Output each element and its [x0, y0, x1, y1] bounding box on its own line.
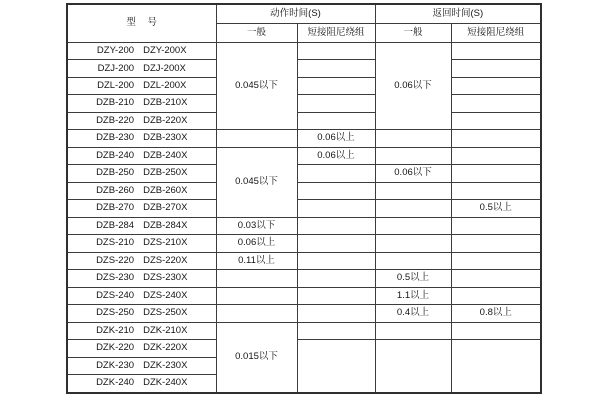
model-cell [67, 235, 216, 252]
model-name-base: DZK-240 [96, 377, 135, 389]
return-damping-value-cell [451, 130, 541, 147]
table-row [67, 217, 541, 234]
model-name-x-variant: DZK-220X [143, 342, 188, 354]
action-damping-value-cell [297, 252, 375, 269]
return-general-value-cell [375, 340, 451, 393]
return-general-value-cell [375, 252, 451, 269]
model-name-x-variant: DZK-230X [143, 359, 188, 371]
model-name-base: DZY-200 [96, 45, 135, 57]
table-row [67, 147, 541, 164]
model-name-x-variant: DZB-260X [143, 184, 188, 196]
model-name-x-variant: DZB-240X [143, 149, 188, 161]
table-row [67, 165, 541, 182]
model-name-x-variant: DZB-230X [143, 132, 188, 144]
model-name-x-variant: DZS-230X [143, 272, 188, 284]
action-general-value-cell [216, 287, 297, 304]
model-name-x-variant: DZB-210X [143, 97, 188, 109]
table-row [67, 112, 541, 129]
model-cell [67, 375, 216, 393]
action-general-value-cell: 0.045以下 [216, 147, 297, 217]
model-name-base: DZL-200 [97, 79, 135, 91]
return-general-value-cell: 1.1以上 [375, 287, 451, 304]
return-damping-value-cell [451, 147, 541, 164]
model-cell [67, 252, 216, 269]
model-name-x-variant: DZL-200X [143, 79, 187, 91]
model-name-base: DZS-220 [96, 254, 135, 266]
model-pair [68, 203, 216, 213]
model-name-base: DZK-210 [96, 324, 135, 336]
model-name-base: DZK-220 [96, 342, 135, 354]
action-general-value-cell: 0.045以下 [216, 43, 297, 130]
action-general-value-cell: 0.015以下 [216, 322, 297, 393]
action-damping-value-cell [297, 200, 375, 217]
model-pair [68, 116, 216, 126]
model-name-base: DZB-240 [96, 149, 135, 161]
model-name-base: DZS-240 [96, 289, 135, 301]
model-pair [68, 64, 216, 74]
action-damping-value-cell [297, 60, 375, 77]
return-general-value-cell: 0.4以上 [375, 305, 451, 322]
model-name-x-variant: DZS-220X [143, 254, 188, 266]
table-row [67, 182, 541, 199]
action-damping-value-cell [297, 43, 375, 60]
action-damping-value-cell [297, 217, 375, 234]
return-damping-value-cell [451, 340, 541, 393]
action-damping-value-cell [297, 270, 375, 287]
model-name-x-variant: DZY-200X [143, 45, 187, 57]
model-pair [68, 133, 216, 143]
model-name-x-variant: DZB-270X [143, 202, 188, 214]
model-cell [67, 60, 216, 77]
model-cell [67, 43, 216, 60]
return-damping-value-cell: 0.8以上 [451, 305, 541, 322]
return-damping-value-cell [451, 95, 541, 112]
model-cell [67, 200, 216, 217]
return-general-value-cell: 0.06以下 [375, 43, 451, 130]
model-pair [68, 168, 216, 178]
model-cell [67, 305, 216, 322]
table-row [67, 252, 541, 269]
return-damping-value-cell [451, 322, 541, 339]
model-name-base: DZS-210 [96, 237, 135, 249]
model-name-x-variant: DZB-284X [143, 219, 188, 231]
model-name-x-variant: DZK-210X [143, 324, 188, 336]
model-pair [68, 186, 216, 196]
return-damping-value-cell [451, 287, 541, 304]
action-damping-value-cell [297, 305, 375, 322]
return-damping-value-cell [451, 165, 541, 182]
action-damping-value-cell [297, 112, 375, 129]
table-row [67, 305, 541, 322]
model-pair [68, 291, 216, 301]
model-cell [67, 182, 216, 199]
model-pair [68, 378, 216, 388]
model-name-base: DZJ-200 [97, 62, 135, 74]
model-pair [68, 238, 216, 248]
return-general-value-cell [375, 322, 451, 339]
model-name-base: DZS-250 [96, 307, 135, 319]
model-pair [68, 256, 216, 266]
relay-spec-table [66, 3, 542, 394]
model-name-x-variant: DZJ-200X [143, 62, 186, 74]
action-general-value-cell: 0.06以上 [216, 235, 297, 252]
model-name-base: DZB-270 [96, 202, 135, 214]
model-name-x-variant: DZS-250X [143, 307, 188, 319]
subheader-return-damping: 短接阻尼绕组 [451, 24, 541, 43]
model-name-base: DZB-230 [96, 132, 135, 144]
model-cell [67, 287, 216, 304]
subheader-return-general: 一般 [375, 24, 451, 43]
model-name-x-variant: DZB-250X [143, 167, 188, 179]
return-general-value-cell [375, 200, 451, 217]
model-name-x-variant: DZK-240X [143, 377, 188, 389]
table-row [67, 130, 541, 147]
model-pair [68, 46, 216, 56]
action-damping-value-cell [297, 77, 375, 94]
model-pair [68, 151, 216, 161]
model-cell [67, 340, 216, 357]
model-cell [67, 95, 216, 112]
model-name-base: DZK-230 [96, 359, 135, 371]
header-return-time-group: 返回时间(S) [375, 4, 541, 24]
return-general-value-cell [375, 182, 451, 199]
table-row [67, 340, 541, 357]
action-damping-value-cell: 0.06以上 [297, 147, 375, 164]
return-damping-value-cell [451, 60, 541, 77]
model-cell [67, 357, 216, 374]
action-damping-value-cell [297, 182, 375, 199]
header-action-time-group: 动作时间(S) [216, 4, 375, 24]
action-general-value-cell [216, 270, 297, 287]
return-damping-value-cell [451, 235, 541, 252]
return-damping-value-cell [451, 217, 541, 234]
model-cell [67, 165, 216, 182]
model-pair [68, 273, 216, 283]
model-cell [67, 147, 216, 164]
table-row [67, 235, 541, 252]
action-damping-value-cell [297, 340, 375, 393]
action-general-value-cell: 0.03以下 [216, 217, 297, 234]
return-damping-value-cell [451, 77, 541, 94]
model-pair [68, 326, 216, 336]
model-cell [67, 270, 216, 287]
model-name-base: DZS-230 [96, 272, 135, 284]
model-cell [67, 77, 216, 94]
return-damping-value-cell [451, 43, 541, 60]
model-cell [67, 112, 216, 129]
model-name-base: DZB-220 [96, 114, 135, 126]
model-cell [67, 130, 216, 147]
table-row [67, 95, 541, 112]
model-name-x-variant: DZS-210X [143, 237, 188, 249]
header-model-column: 型 号 [67, 4, 216, 43]
return-general-value-cell [375, 217, 451, 234]
action-damping-value-cell [297, 95, 375, 112]
model-name-base: DZB-284 [96, 219, 135, 231]
table-row [67, 322, 541, 339]
action-damping-value-cell [297, 287, 375, 304]
action-damping-value-cell [297, 235, 375, 252]
table-row [67, 60, 541, 77]
model-cell [67, 322, 216, 339]
table-row [67, 200, 541, 217]
subheader-action-general: 一般 [216, 24, 297, 43]
return-damping-value-cell [451, 182, 541, 199]
table-row [67, 287, 541, 304]
model-name-x-variant: DZS-240X [143, 289, 188, 301]
action-damping-value-cell [297, 165, 375, 182]
model-pair [68, 343, 216, 353]
model-name-base: DZB-250 [96, 167, 135, 179]
return-damping-value-cell: 0.5以上 [451, 200, 541, 217]
model-pair [68, 361, 216, 371]
return-damping-value-cell [451, 270, 541, 287]
model-pair [68, 98, 216, 108]
subheader-action-damping: 短接阻尼绕组 [297, 24, 375, 43]
action-general-value-cell: 0.11以上 [216, 252, 297, 269]
return-general-value-cell: 0.5以上 [375, 270, 451, 287]
return-general-value-cell [375, 235, 451, 252]
table-row [67, 270, 541, 287]
action-general-value-cell [216, 130, 297, 147]
model-name-base: DZB-260 [96, 184, 135, 196]
return-general-value-cell [375, 147, 451, 164]
model-pair [68, 308, 216, 318]
model-cell [67, 217, 216, 234]
table-row [67, 43, 541, 60]
model-name-base: DZB-210 [96, 97, 135, 109]
model-pair [68, 221, 216, 231]
table-row [67, 77, 541, 94]
return-damping-value-cell [451, 252, 541, 269]
model-name-x-variant: DZB-220X [143, 114, 188, 126]
return-general-value-cell: 0.06以下 [375, 165, 451, 182]
return-general-value-cell [375, 130, 451, 147]
action-general-value-cell [216, 305, 297, 322]
action-damping-value-cell [297, 322, 375, 339]
action-damping-value-cell: 0.06以上 [297, 130, 375, 147]
return-damping-value-cell [451, 112, 541, 129]
model-pair [68, 81, 216, 91]
